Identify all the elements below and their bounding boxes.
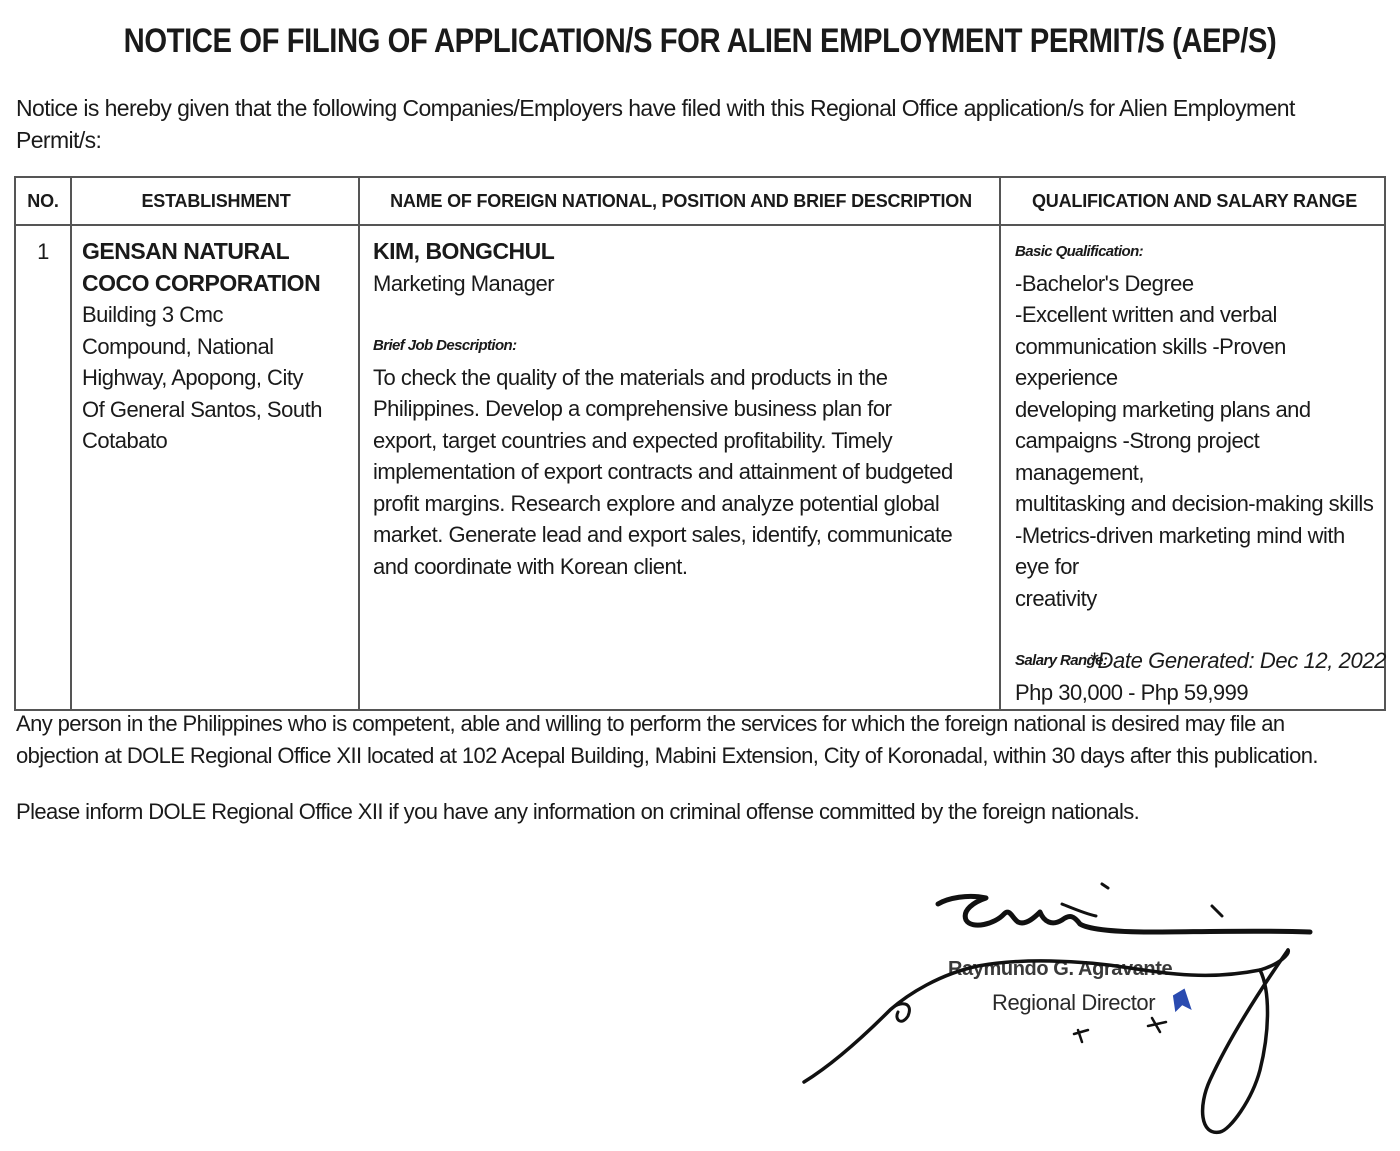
notice-title: NOTICE OF FILING OF APPLICATION/S FOR ALIEN EMPLOYMENT PERMIT/S (AEP/S) — [123, 22, 1277, 60]
salary-range-label: Salary Range: — [1015, 652, 1108, 669]
brief-job-line: market. Generate lead and export sales, identify, communicate — [373, 522, 953, 547]
inform-paragraph: Please inform DOLE Regional Office XII if you have any information on criminal offense committed by the foreign nationals. — [16, 799, 1140, 824]
qualification-line: -Excellent written and verbal — [1015, 302, 1277, 327]
qualification-cell — [1000, 225, 1385, 710]
brief-job-label: Brief Job Description: — [373, 337, 517, 354]
signatory-title: Regional Director — [992, 990, 1156, 1015]
signatory-name: Raymundo G. Agravante — [948, 958, 1173, 980]
aep-table — [14, 176, 1386, 711]
establishment-name-line2: COCO CORPORATION — [82, 269, 321, 296]
qualification-line: -Metrics-driven marketing mind with eye for — [1015, 522, 1345, 579]
header-no: NO. — [15, 177, 71, 225]
address-line: Compound, National — [82, 333, 274, 359]
brief-job-line: Philippines. Develop a comprehensive business plan for — [373, 396, 892, 421]
intro-paragraph: Notice is hereby given that the following Companies/Employers have filed with this Regional Office application/s for Alien Employment Permit/s: — [16, 95, 1295, 153]
position: Marketing Manager — [373, 270, 555, 296]
qualification-line: -Bachelor's Degree — [1015, 270, 1194, 296]
qualification-line: creativity — [1015, 585, 1097, 611]
date-generated: *Date Generated: Dec 12, 2022 — [1089, 648, 1386, 673]
address-line: Building 3 Cmc — [82, 302, 223, 327]
header-establishment: ESTABLISHMENT — [71, 177, 359, 225]
address-line: Of General Santos, South — [82, 396, 322, 422]
qualification-line: communication skills -Proven experience — [1015, 333, 1286, 390]
foreign-national-name: KIM, BONGCHUL — [373, 238, 555, 264]
qualification-line: campaigns -Strong project management, — [1015, 428, 1260, 485]
handwritten-signature — [790, 870, 1350, 1150]
establishment-cell — [71, 225, 359, 710]
qualification-line: developing marketing plans and — [1015, 396, 1311, 422]
table-header-row — [15, 177, 1385, 225]
header-foreign-national: NAME OF FOREIGN NATIONAL, POSITION AND BRIEF DESCRIPTION — [359, 177, 1000, 225]
brief-job-line: and coordinate with Korean client. — [373, 553, 688, 579]
header-qualification: QUALIFICATION AND SALARY RANGE — [1000, 177, 1385, 225]
objection-line: objection at DOLE Regional Office XII located at 102 Acepal Building, Mabini Extension, City of Koronadal, within 30 days after this publication. — [16, 743, 1318, 768]
address-line: Highway, Apopong, City — [82, 365, 303, 390]
basic-qualification-label: Basic Qualification: — [1015, 243, 1144, 260]
brief-job-line: profit margins. Research explore and analyze potential global — [373, 490, 940, 516]
salary-range: Php 30,000 - Php 59,999 — [1015, 679, 1249, 705]
table-row — [15, 225, 1385, 710]
brief-job-line: To check the quality of the materials and products in the — [373, 364, 888, 390]
brief-job-line: export, target countries and expected profitability. Timely — [373, 427, 893, 453]
objection-line: Any person in the Philippines who is competent, able and willing to perform the services for which the foreign national is desired may file an — [16, 711, 1285, 736]
foreign-national-cell — [359, 225, 1000, 710]
establishment-name-line1: GENSAN NATURAL — [82, 238, 290, 264]
initial-mark-icon — [1174, 990, 1190, 1010]
objection-paragraph — [16, 708, 1386, 772]
brief-job-line: implementation of export contracts and attainment of budgeted — [373, 459, 953, 484]
address-line: Cotabato — [82, 428, 168, 453]
qualification-line: multitasking and decision-making skills — [1015, 491, 1374, 516]
row-number: 1 — [15, 225, 71, 710]
